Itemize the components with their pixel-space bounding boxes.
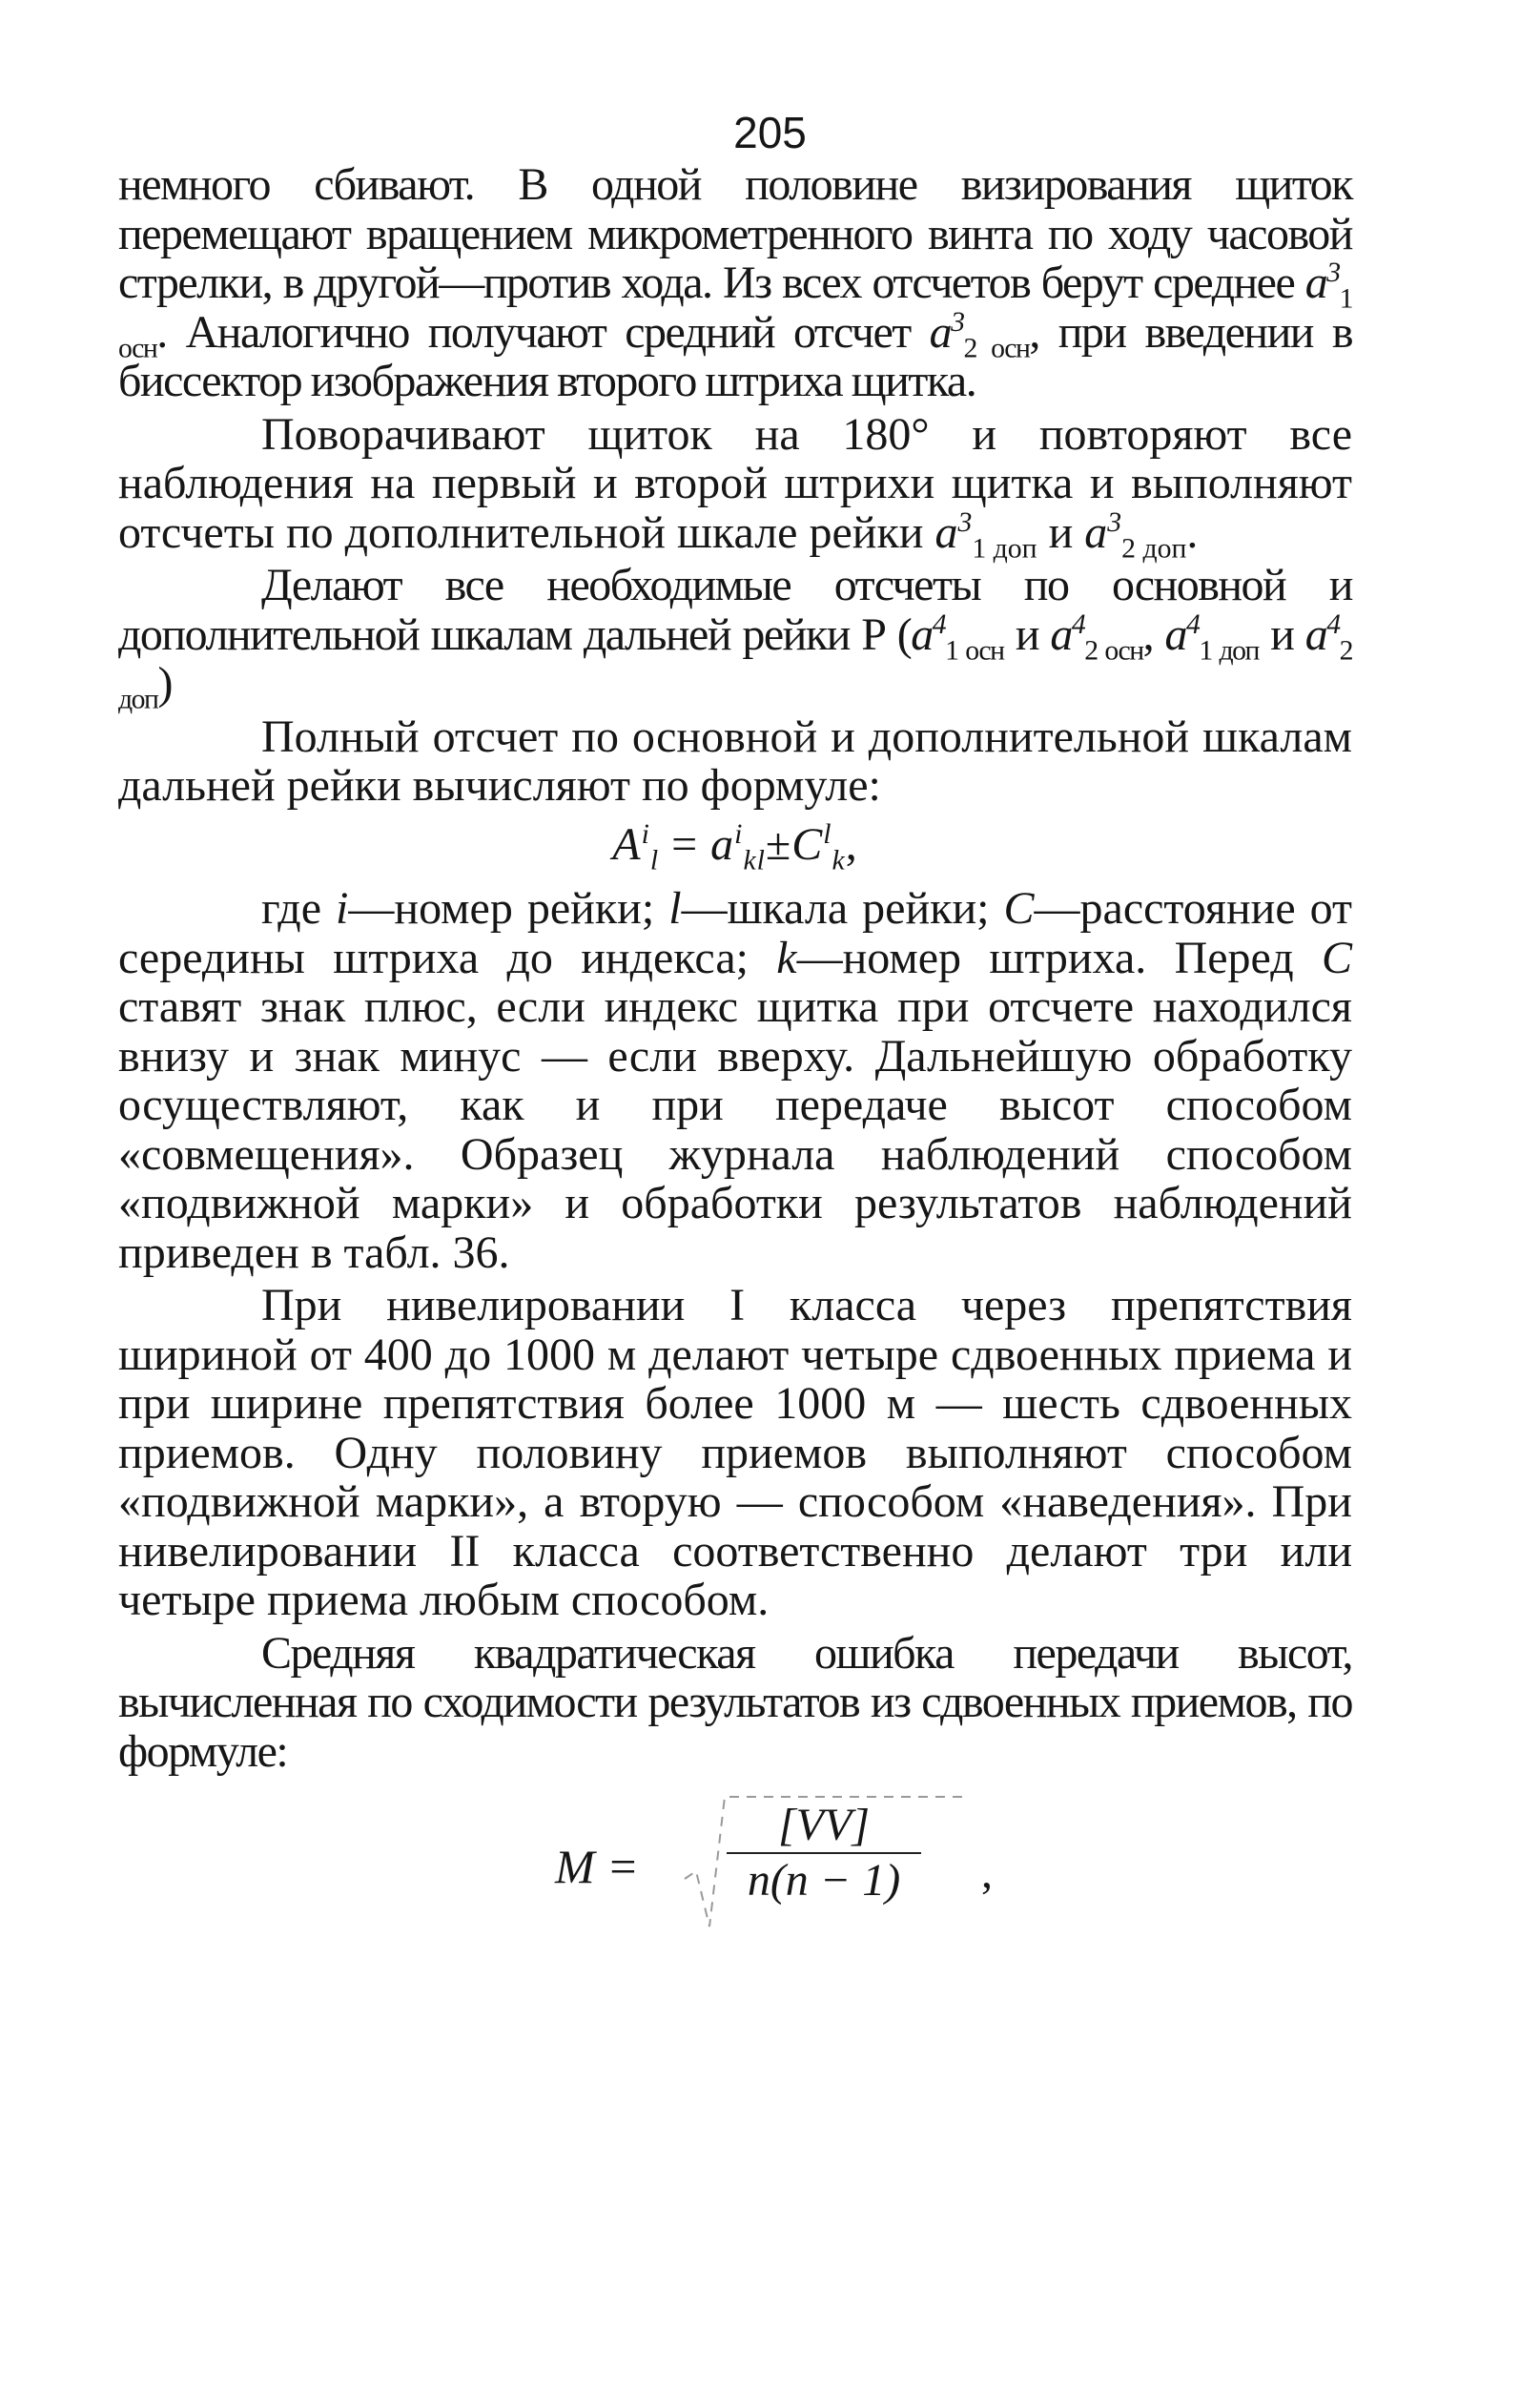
paragraph-1 (118, 160, 1352, 406)
paragraph-3 (118, 560, 1353, 715)
text-run: и (1037, 506, 1085, 558)
paragraph-2 (118, 408, 1352, 565)
variable-a3-1-osn: $a^3_{1 осн}$ (118, 257, 1352, 364)
formula-full-reading: $A^i_l = a^i_{kl}\pm C^l_k$, (612, 817, 858, 876)
paragraph-7: Средняя квадратическая ошибка передачи высот, вычисленная по сходимости результатов из сдвоенных приемов, по формуле: (118, 1627, 1352, 1777)
text-run: и (1003, 608, 1051, 660)
text-run: . Аналогично получают средний отсчет (156, 306, 930, 358)
variable-a3-2-osn: $a^3_{2 осн}$ (929, 305, 1030, 364)
text-run: немного сбивают. В одной половине визирования щиток перемещают вращением микрометренного винта по ходу часовой стрелки, в другой—против хода. Из всех отсчетов берут среднее (118, 159, 1352, 308)
variable-a4-1-dop: $a^4_{1 доп}$ (1164, 608, 1259, 667)
page-number: 205 (733, 108, 807, 157)
text-run: . (1186, 506, 1199, 558)
variable-a3-2-dop: $a^3_{2 доп}$ (1084, 505, 1187, 565)
formula-rms-error (118, 1793, 1352, 1946)
fraction-denominator: n(n − 1) (747, 1854, 901, 1906)
text-run: Поворачивают щиток на 180° и повторяют все наблюдения на первый и второй штрихи щитка и выполняют отсчеты по дополнительной шкале рейки (118, 408, 1352, 558)
fraction-numerator: [VV] (778, 1800, 870, 1850)
variable-a4-1-osn: $a^4_{1 осн}$ (911, 608, 1004, 667)
text-run: Делают все необходимые отсчеты по основной и дополнительной шкалам дальней рейки Р ( (118, 560, 1352, 660)
fraction-bar (727, 1852, 921, 1854)
fraction (700, 1801, 948, 1905)
variable-a4-2-dop: $a^4_{2 доп}$ (118, 608, 1353, 715)
paragraph-4: Полный отсчет по основной и дополнительной шкалам дальней рейки вычисляют по формуле: (118, 711, 1352, 811)
text-run: , при введении в биссектор изображения второго штриха щитка. (118, 306, 1353, 406)
paragraph-6: При нивелировании I класса через препятствия шириной от 400 до 1000 м делают четыре сдвоенных приема и при ширине препятствия более 1000 м — шесть сдвоенных приемов. Одну половину приемов выполняют способом «подвижной марки», а вторую — способом «наведения». При нивелировании II класса соответственно делают три или четыре приема любым способом. (118, 1280, 1352, 1625)
variable-a3-1-dop: $a^3_{1 доп}$ (934, 505, 1037, 565)
paragraph-5: где i—номер рейки; l—шкала рейки; C—расстояние от середины штриха до индекса; k—номер штриха. Перед C ставят знак плюс, если индекс щитка при отсчете находился внизу и знак минус — если вверху. Дальнейшую обработку осуществляют, как и при передаче высот способом «совмещения». Образец журнала наблюдений способом «подвижной марки» и обработки результатов наблюдений приведен в табл. 36. (118, 883, 1352, 1278)
formula-lhs: M = (555, 1840, 639, 1893)
text-run: ) (157, 658, 172, 709)
formula-comma: , (981, 1847, 993, 1898)
text-run: и (1258, 608, 1305, 660)
variable-a4-2-osn: $a^4_{2 осн}$ (1050, 608, 1143, 667)
body-text (118, 160, 1352, 1946)
text-run: , (1142, 608, 1165, 660)
